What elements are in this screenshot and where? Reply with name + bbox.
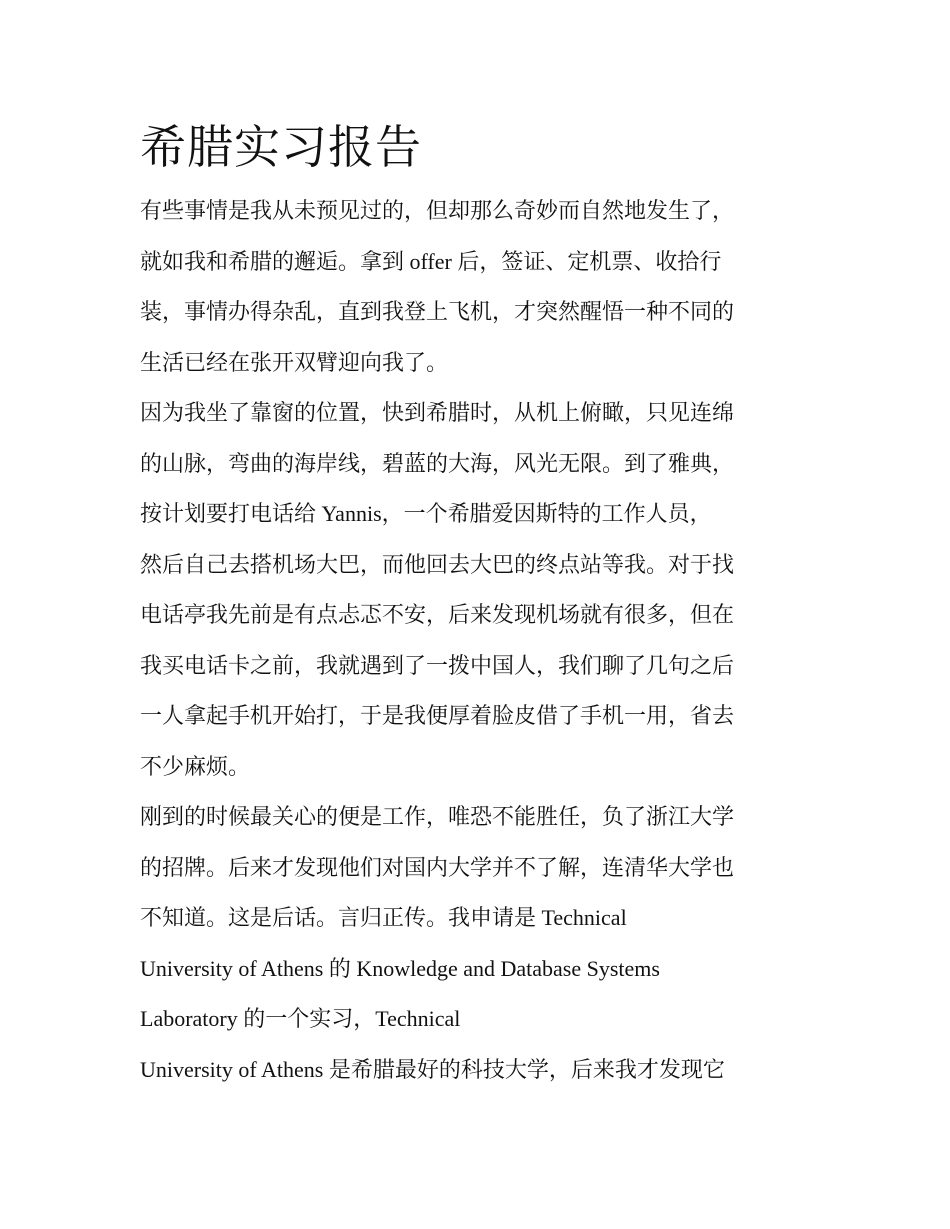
body-text-line: 不少麻烦。 [140, 753, 251, 779]
body-text-line: University of Athens 是希腊最好的科技大学，后来我才发现它 [140, 1056, 725, 1082]
document-title: 希腊实习报告 [140, 120, 422, 174]
body-text-line: 一人拿起手机开始打，于是我便厚着脸皮借了手机一用，省去 [140, 703, 735, 728]
document-content [140, 112, 820, 1095]
body-text-line: 生活已经在张开双臂迎向我了。 [140, 349, 449, 375]
body-text-line: 的山脉，弯曲的海岸线，碧蓝的大海，风光无限。到了雅典， [140, 450, 735, 476]
body-text-line: 不知道。这是后话。言归正传。我申请是 Technical [140, 905, 627, 930]
body-text-line: University of Athens 的 Knowledge and Database Systems [140, 955, 660, 981]
body-text-line: 有些事情是我从未预见过的，但却那么奇妙而自然地发生了， [140, 198, 735, 223]
body-text-line: 电话亭我先前是有点忐忑不安，后来发现机场就有很多，但在 [140, 602, 735, 627]
body-text-line: Laboratory 的一个实习，Technical [140, 1006, 461, 1031]
body-text-line: 然后自己去搭机场大巴，而他回去大巴的终点站等我。对于找 [140, 551, 735, 577]
body-text-line: 因为我坐了靠窗的位置，快到希腊时，从机上俯瞰，只见连绵 [140, 400, 735, 425]
body-text-line: 按计划要打电话给 Yannis，一个希腊爱因斯特的工作人员， [140, 501, 712, 526]
body-text-line: 的招牌。后来才发现他们对国内大学并不了解，连清华大学也 [140, 854, 735, 880]
body-text-line: 刚到的时候最关心的便是工作，唯恐不能胜任，负了浙江大学 [140, 804, 735, 829]
body-text-line: 我买电话卡之前，我就遇到了一拨中国人，我们聊了几句之后 [140, 652, 735, 678]
body-text-line: 就如我和希腊的邂逅。拿到 offer 后，签证、定机票、收拾行 [140, 248, 722, 274]
body-text-line: 装，事情办得杂乱，直到我登上飞机，才突然醒悟一种不同的 [140, 299, 735, 324]
